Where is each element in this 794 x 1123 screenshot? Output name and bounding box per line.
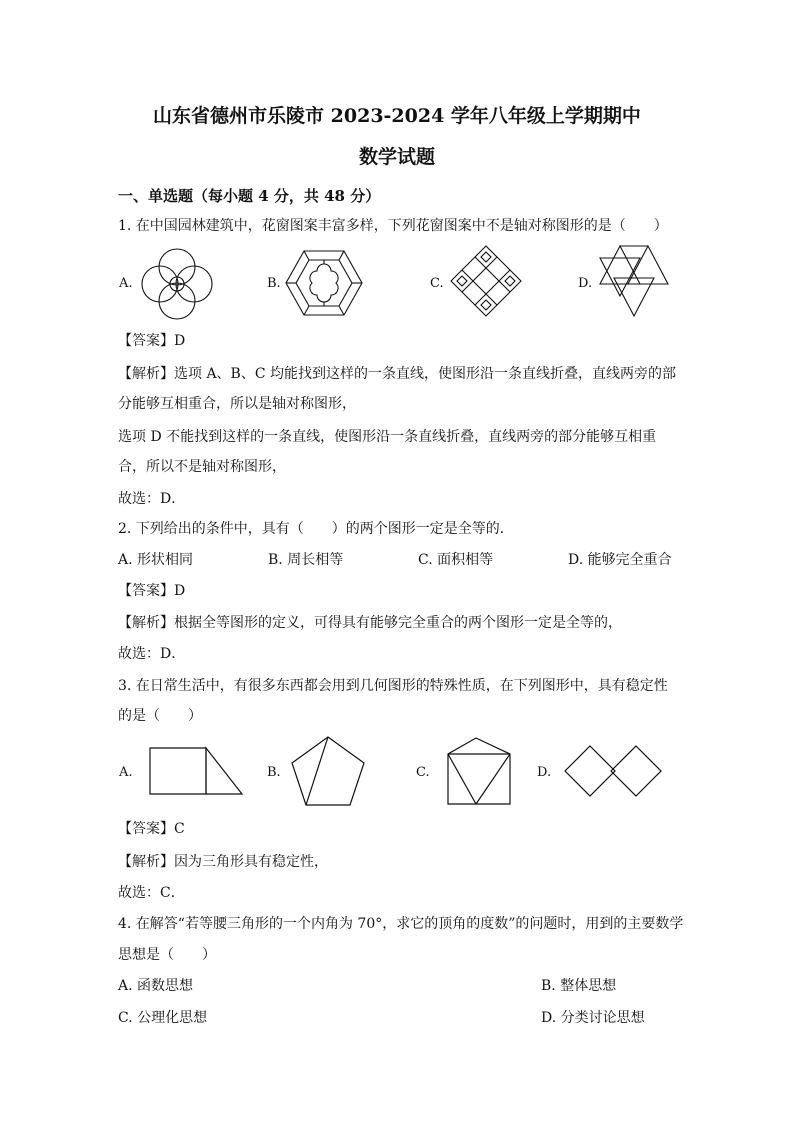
q3-option-c-label: C. <box>416 765 430 780</box>
q4-option-d: D. 分类讨论思想 <box>541 1010 645 1026</box>
q3-analysis: 【解析】因为三角形具有稳定性， <box>118 854 328 870</box>
q1-option-d-label: D. <box>578 276 593 291</box>
q3-option-b-label: B. <box>267 765 281 780</box>
q4-stem-line: 4. 在解答“若等腰三角形的一个内角为 70°，求它的顶角的度数”的问题时，用到的主要数学 <box>118 916 684 932</box>
q4-option-a: A. 函数思想 <box>118 978 194 994</box>
q1-conclusion: 故选：D． <box>118 491 186 507</box>
q2-conclusion: 故选：D． <box>118 646 186 662</box>
q2-stem: 2. 下列给出的条件中，具有（ ）的两个图形一定是全等的． <box>118 521 514 537</box>
q1-analysis-line: 分能够互相重合，所以是轴对称图形， <box>118 396 356 412</box>
q3-figure-a-square-triangle <box>148 746 244 796</box>
q1-answer: 【答案】D <box>118 333 186 349</box>
q4-option-b: B. 整体思想 <box>541 978 617 994</box>
q3-option-a-label: A. <box>119 765 133 780</box>
q1-option-b-label: B. <box>267 276 281 291</box>
q3-answer: 【答案】C <box>118 821 185 837</box>
q3-stem-line: 的是（ ） <box>118 708 202 724</box>
document-title: 山东省德州市乐陵市 2023-2024 学年八年级上学期期中 <box>153 105 641 127</box>
q3-figure-b-pentagon <box>290 735 366 807</box>
q1-figure-b-hexagon-window <box>284 249 364 317</box>
q2-option-d: D. 能够完全重合 <box>568 552 672 568</box>
q1-figure-a-flower-window <box>138 245 216 323</box>
q2-option-b: B. 周长相等 <box>268 552 344 568</box>
q3-option-d-label: D. <box>537 765 552 780</box>
q2-answer: 【答案】D <box>118 583 186 599</box>
q1-analysis-line: 合，所以不是轴对称图形， <box>118 459 286 475</box>
q1-analysis-line: 【解析】选项 A、B、C 均能找到这样的一条直线，使图形沿一条直线折叠，直线两旁的部 <box>118 366 677 382</box>
q1-option-a-label: A. <box>119 276 133 291</box>
q4-option-c: C. 公理化思想 <box>118 1010 208 1026</box>
q1-figure-d-triangle-window <box>598 244 670 318</box>
q2-analysis: 【解析】根据全等图形的定义，可得具有能够完全重合的两个图形一定是全等的， <box>118 615 622 631</box>
q1-stem: 1. 在中国园林建筑中，花窗图案丰富多样，下列花窗图案中不是轴对称图形的是（ ） <box>118 218 668 234</box>
q2-option-c: C. 面积相等 <box>418 552 494 568</box>
q3-stem-line: 3. 在日常生活中，有很多东西都会用到几何图形的特殊性质，在下列图形中，具有稳定性 <box>118 678 668 694</box>
document-subtitle: 数学试题 <box>358 146 435 168</box>
q3-conclusion: 故选：C． <box>118 885 185 901</box>
q1-figure-c-knot-window <box>449 244 523 318</box>
q3-figure-d-two-diamonds <box>563 744 663 798</box>
q4-stem-line: 思想是（ ） <box>118 947 216 963</box>
q1-option-c-label: C. <box>430 276 444 291</box>
q2-option-a: A. 形状相同 <box>118 552 194 568</box>
section-heading: 一、单选题（每小题 4 分，共 48 分） <box>118 187 381 205</box>
q1-analysis-line: 选项 D 不能找到这样的一条直线，使图形沿一条直线折叠，直线两旁的部分能够互相重 <box>118 429 657 445</box>
q3-figure-c-house-shape <box>446 736 512 806</box>
